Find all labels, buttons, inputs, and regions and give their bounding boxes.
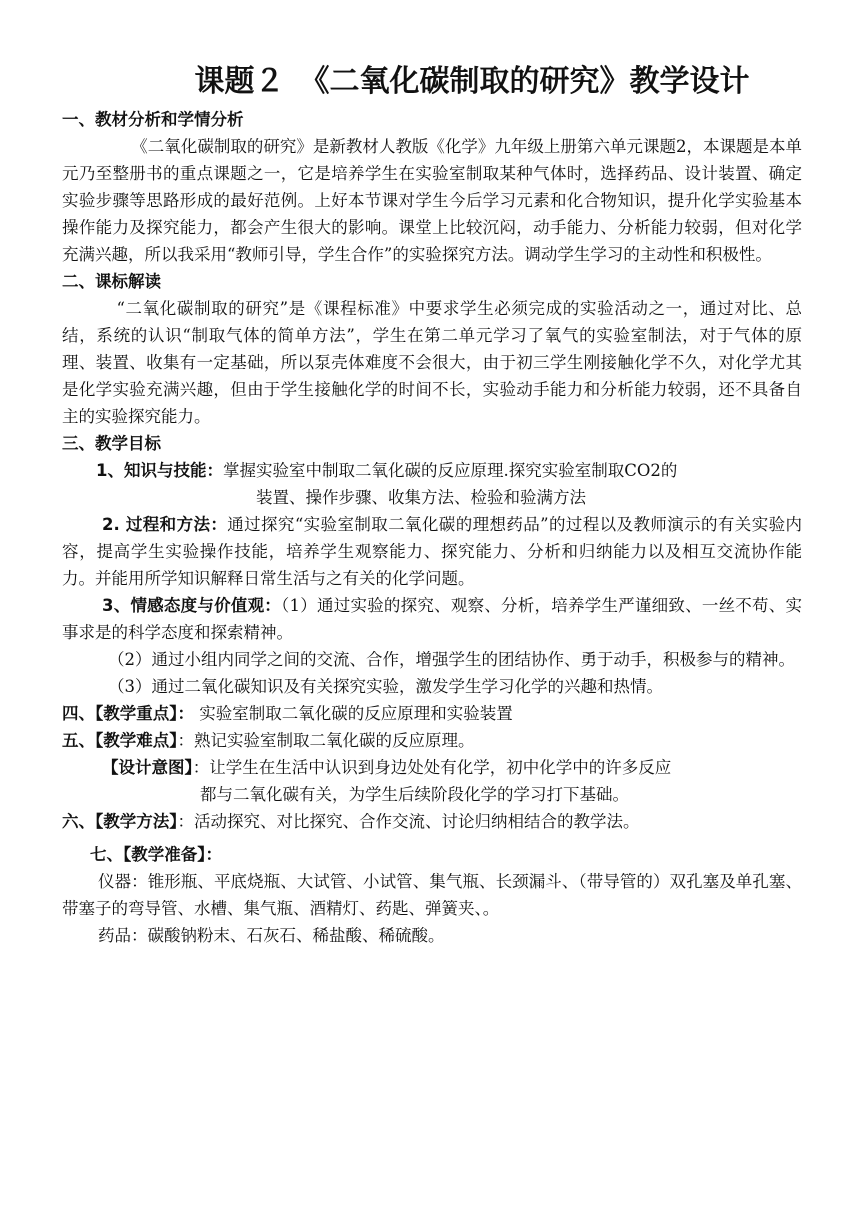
objective-3-label: 3、情感态度与价值观： [102, 596, 282, 615]
section-7-heading: 七、【教学准备】： [90, 845, 222, 864]
section-3-heading: 三、教学目标 [62, 434, 161, 453]
design-intent-continued: 都与二氧化碳有关，为学生后续阶段化学的学习打下基础。 [200, 785, 629, 804]
objective-2-label: 2. 过程和方法： [102, 515, 228, 534]
objective-1 [62, 457, 802, 484]
objective-3-text: （1）通过实验的探究、观察、分析，培养学生严谨细致、一丝不苟、实事求是的科学态度和探索精神。 [62, 596, 803, 642]
section-4-heading: 四、【教学重点】： [62, 704, 194, 723]
section-6-text: ：活动探究、对比探究、合作交流、讨论归纳相结合的教学法。 [177, 812, 640, 831]
section-1-body: 《二氧化碳制取的研究》是新教材人教版《化学》九年级上册第六单元课题2，本课题是本单元乃至整册书的重点课题之一，它是培养学生在实验室制取某种气体时，选择药品、设计装置、确定实验步骤等思路形成的最好范例。上好本节课对学生今后学习元素和化合物知识，提升化学实验基本操作能力及探究能力，都会产生很大的影响。课堂上比较沉闷，动手能力、分析能力较弱，但对化学充满兴趣，所以我采用“教师引导，学生合作”的实验探究方法。调动学生学习的主动性和积极性。 [62, 137, 802, 264]
document-title: 课题２ 《二氧化碳制取的研究》教学设计 [194, 64, 750, 99]
design-intent-label: 【设计意图】 [102, 758, 193, 777]
design-intent-text: ：让学生在生活中认识到身边处处有化学，初中化学中的许多反应 [192, 758, 672, 777]
section-4-text: 实验室制取二氧化碳的反应原理和实验装置 [194, 704, 513, 723]
objective-1-text: 掌握实验室中制取二氧化碳的反应原理.探究实验室制取CO2的 [222, 461, 678, 480]
document-page [62, 62, 802, 949]
design-intent [62, 754, 802, 781]
section-5 [62, 727, 802, 754]
section-7-reagents: 药品：碳酸钠粉末、石灰石、稀盐酸、稀硫酸。 [98, 926, 445, 945]
section-1-heading: 一、教材分析和学情分析 [62, 110, 244, 129]
objective-3-item-2: （2）通过小组内同学之间的交流、合作，增强学生的团结协作、勇于动手，积极参与的精神。 [108, 650, 795, 669]
objective-3 [62, 592, 802, 646]
objective-1-continued: 装置、操作步骤、收集方法、检验和验满方法 [256, 488, 586, 507]
section-4 [62, 700, 802, 727]
section-2-heading: 二、课标解读 [62, 272, 161, 291]
objective-2 [62, 511, 802, 592]
section-6-heading: 六、【教学方法】 [62, 812, 178, 831]
section-5-heading: 五、【教学难点】 [62, 731, 178, 750]
objective-2-text: 通过探究“实验室制取二氧化碳的理想药品”的过程以及教师演示的有关实验内容，提高学生实验操作技能，培养学生观察能力、探究能力、分析和归纳能力以及相互交流协作能力。并能用所学知识解释日常生活与之有关的化学问题。 [62, 515, 802, 588]
section-6 [62, 808, 802, 835]
section-5-text: ：熟记实验室制取二氧化碳的反应原理。 [177, 731, 475, 750]
objective-1-label: 1、知识与技能： [96, 461, 223, 480]
section-2-body: “二氧化碳制取的研究”是《课程标准》中要求学生必须完成的实验活动之一，通过对比、总结，系统的认识“制取气体的简单方法”，学生在第二单元学习了氧气的实验室制法，对于气体的原理、装置、收集有一定基础，所以泵壳体难度不会很大，由于初三学生刚接触化学不久，对化学尤其是化学实验充满兴趣，但由于学生接触化学的时间不长，实验动手能力和分析能力较弱，还不具备自主的实验探究能力。 [62, 299, 802, 426]
objective-3-item-3: （3）通过二氧化碳知识及有关探究实验，激发学生学习化学的兴趣和热情。 [108, 677, 663, 696]
section-7-instruments: 仪器：锥形瓶、平底烧瓶、大试管、小试管、集气瓶、长颈漏斗、（带导管的）双孔塞及单孔塞、带塞子的弯导管、水槽、集气瓶、酒精灯、药匙、弹簧夹、。 [62, 872, 802, 918]
